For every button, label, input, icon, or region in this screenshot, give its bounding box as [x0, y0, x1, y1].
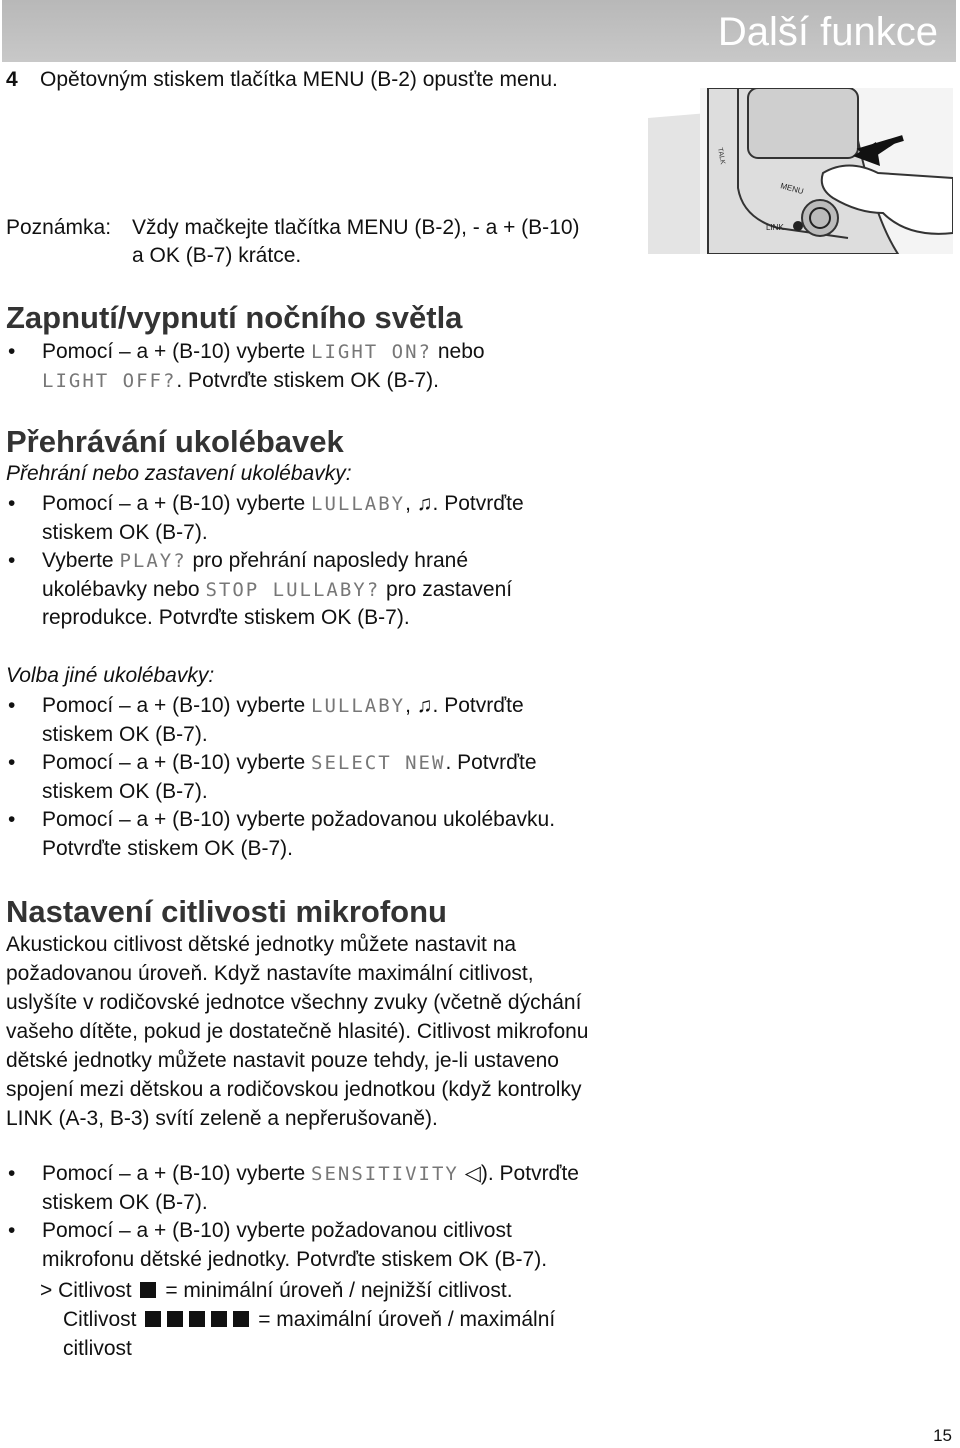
page-number: 15: [933, 1426, 952, 1445]
mic-list: [6, 1160, 646, 1274]
level-block-icon: [233, 1311, 249, 1327]
lullaby-list-2: [6, 692, 646, 863]
list-item: • Pomocí – a + (B-10) vyberte požadovanou citlivost mikrofonu dětské jednotky. Potvrďte stiskem OK (B-7).: [6, 1217, 646, 1274]
list-item: • Pomocí – a + (B-10) vyberte požadovanou ukolébavku. Potvrďte stiskem OK (B-7).: [6, 806, 646, 863]
note: [6, 214, 652, 270]
heading-night-light: Zapnutí/vypnutí nočního světla: [6, 300, 463, 335]
level-block-icon: [211, 1311, 227, 1327]
lcd-text: LULLABY: [311, 695, 406, 717]
result-line-tail: citlivost: [63, 1337, 132, 1360]
step-number: 4: [6, 68, 18, 91]
lcd-text: LULLABY: [311, 493, 406, 515]
baby-unit-illustration: [648, 88, 953, 254]
link-label: LINK: [766, 223, 784, 232]
talk-label: TALK: [716, 147, 726, 166]
list-item: • Pomocí – a + (B-10) vyberte SELECT NEW. Potvrďte stiskem OK (B-7).: [6, 749, 646, 806]
note-label: Poznámka:: [6, 216, 112, 239]
lullaby-subtitle-2: Volba jiné ukolébavky:: [6, 664, 215, 687]
step-4: [6, 68, 558, 92]
heading-mic-sensitivity: Nastavení citlivosti mikrofonu: [6, 894, 447, 929]
lcd-text: LIGHT ON?: [311, 341, 432, 363]
list-item: • Vyberte PLAY? pro přehrání naposledy hrané ukolébavky nebo STOP LULLABY? pro zastavení reprodukce. Potvrďte stiskem OK (B-7).: [6, 547, 646, 633]
level-block-icon: [167, 1311, 183, 1327]
sensitivity-icon: ◁): [458, 1162, 488, 1185]
section-title: Další funkce: [717, 10, 938, 54]
night-light-list: [6, 338, 646, 395]
list-item: • Pomocí – a + (B-10) vyberte LIGHT ON? nebo LIGHT OFF?. Potvrďte stiskem OK (B-7).: [6, 338, 646, 395]
note-line-1: Vždy mačkejte tlačítka MENU (B-2), - a + (B-10): [132, 216, 580, 239]
lcd-text: SENSITIVITY: [311, 1163, 459, 1185]
step-text: Opětovným stiskem tlačítka MENU (B-2) opusťte menu.: [40, 68, 558, 91]
music-note-icon: , ♫: [405, 492, 433, 515]
list-item: • Pomocí – a + (B-10) vyberte LULLABY, ♫. Potvrďte stiskem OK (B-7).: [6, 490, 646, 547]
menu-label: MENU: [779, 181, 805, 197]
list-item: • Pomocí – a + (B-10) vyberte SENSITIVITY ◁). Potvrďte stiskem OK (B-7).: [6, 1160, 646, 1217]
result-line-max: Citlivost = maximální úroveň / maximální: [63, 1308, 556, 1331]
level-block-icon: [145, 1311, 161, 1327]
list-item: • Pomocí – a + (B-10) vyberte LULLABY, ♫. Potvrďte stiskem OK (B-7).: [6, 692, 646, 749]
level-block-icon: [189, 1311, 205, 1327]
result-line-min: > Citlivost = minimální úroveň / nejnižší citlivost.: [40, 1279, 513, 1302]
lcd-text: PLAY?: [119, 550, 187, 572]
lullaby-list-1: [6, 490, 646, 633]
note-line-2: a OK (B-7) krátce.: [132, 244, 302, 267]
lcd-text: SELECT NEW: [311, 752, 446, 774]
lcd-text: LIGHT OFF?: [42, 369, 177, 392]
level-block-icon: [140, 1282, 156, 1298]
lcd-text: STOP LULLABY?: [205, 578, 381, 601]
mic-paragraph: Akustickou citlivost dětské jednotky můžete nastavit na požadovanou úroveň. Když nastavíte maximální citlivost, uslyšíte v rodičovské jednotce všechny zvuky (včetně dýchání vašeho dítěte, pokud je dostatečně hlasité). Citlivost mikrofonu dětské jednotky můžete nastavit pouze tehdy, je-li ustaveno spojení mezi dětskou a rodičovskou jednotkou (když kontrolky LINK (A-3, B-3) svítí zeleně a nepřerušovaně).: [6, 933, 589, 1130]
heading-lullaby: Přehrávání ukolébavek: [6, 424, 344, 459]
lullaby-subtitle: Přehrání nebo zastavení ukolébavky:: [6, 462, 352, 485]
music-note-icon: , ♫: [405, 694, 433, 717]
